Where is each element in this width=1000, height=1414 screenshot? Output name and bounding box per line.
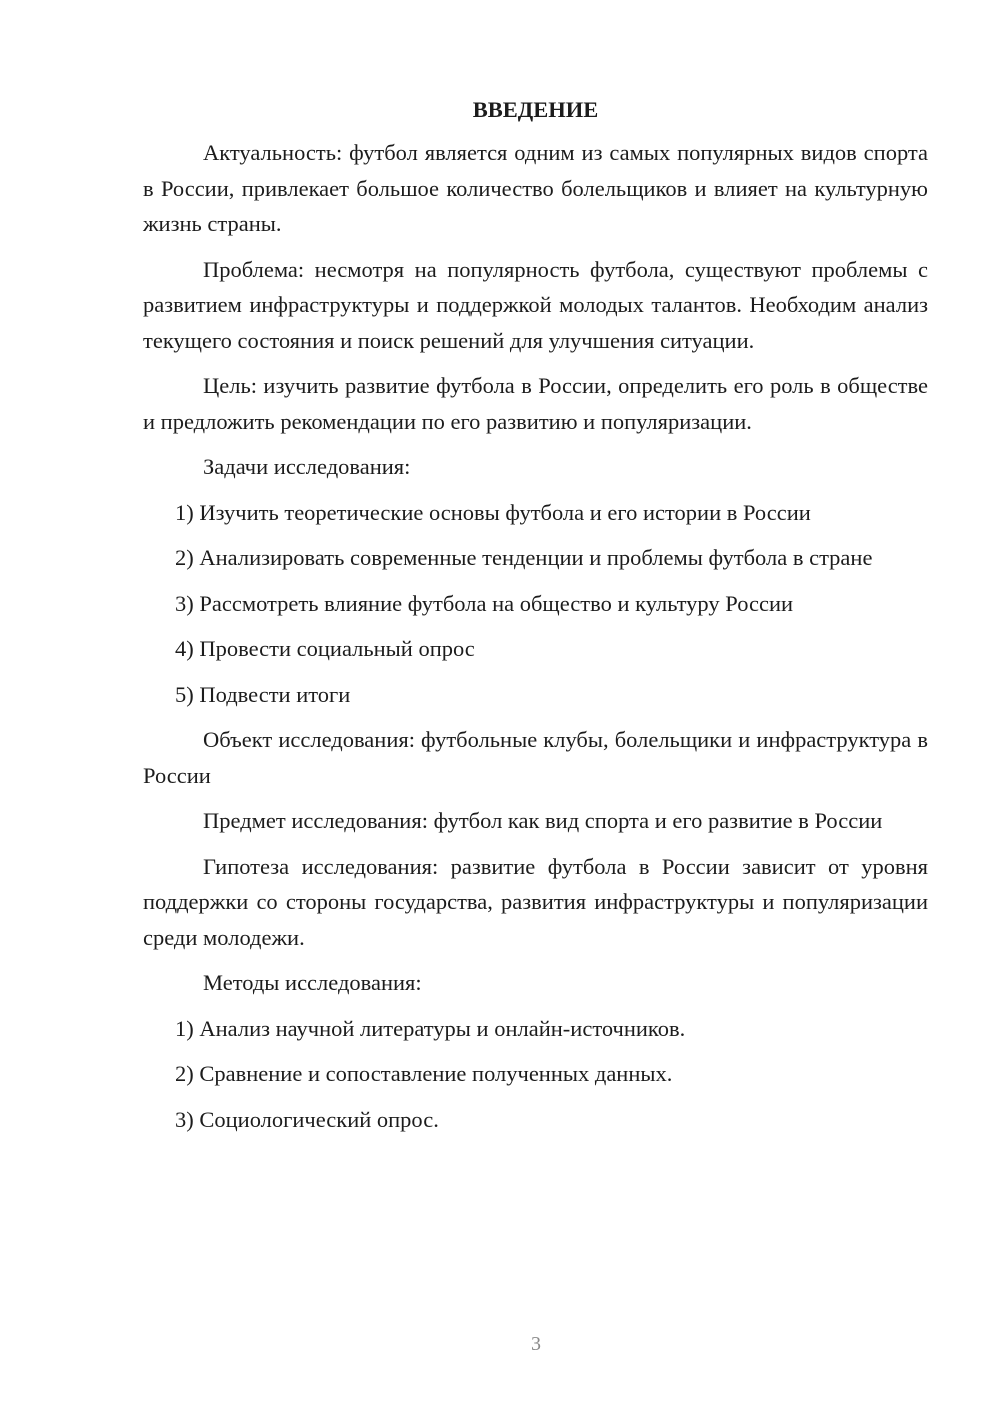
goal-paragraph: Цель: изучить развитие футбола в России, определить его роль в обществе и предложить рекомендации по его развитию и популяризации. bbox=[143, 373, 928, 434]
task-item: 4) Провести социальный опрос bbox=[175, 636, 475, 661]
section-title: ВВЕДЕНИЕ bbox=[472, 97, 599, 122]
object-paragraph: Объект исследования: футбольные клубы, болельщики и инфраструктура в России bbox=[143, 727, 928, 788]
problem-paragraph: Проблема: несмотря на популярность футбола, существуют проблемы с развитием инфраструктуры и поддержкой молодых талантов. Необходим анализ текущего состояния и поиск решений для улучшения ситуации. bbox=[143, 256, 928, 353]
relevance-paragraph: Актуальность: футбол является одним из самых популярных видов спорта в России, привлекает большое количество болельщиков и влияет на культурную жизнь страны. bbox=[143, 140, 928, 236]
methods-heading: Методы исследования: bbox=[203, 970, 422, 995]
method-item: 1) Анализ научной литературы и онлайн-источников. bbox=[175, 1015, 686, 1041]
hypothesis-paragraph: Гипотеза исследования: развитие футбола в России зависит от уровня поддержки со стороны государства, развития инфраструктуры и популяризации среди молодежи. bbox=[143, 853, 928, 950]
tasks-heading: Задачи исследования: bbox=[203, 454, 411, 479]
method-item: 3) Социологический опрос. bbox=[175, 1106, 439, 1132]
page-number: 3 bbox=[531, 1333, 541, 1355]
subject-paragraph: Предмет исследования: футбол как вид спорта и его развитие в России bbox=[203, 808, 883, 833]
task-item: 5) Подвести итоги bbox=[175, 681, 351, 707]
method-item: 2) Сравнение и сопоставление полученных данных. bbox=[175, 1061, 673, 1086]
task-item: 2) Анализировать современные тенденции и проблемы футбола в стране bbox=[175, 545, 873, 570]
task-item: 1) Изучить теоретические основы футбола и его истории в России bbox=[175, 499, 811, 525]
task-item: 3) Рассмотреть влияние футбола на общество и культуру России bbox=[175, 590, 794, 616]
document-page bbox=[143, 95, 928, 1147]
